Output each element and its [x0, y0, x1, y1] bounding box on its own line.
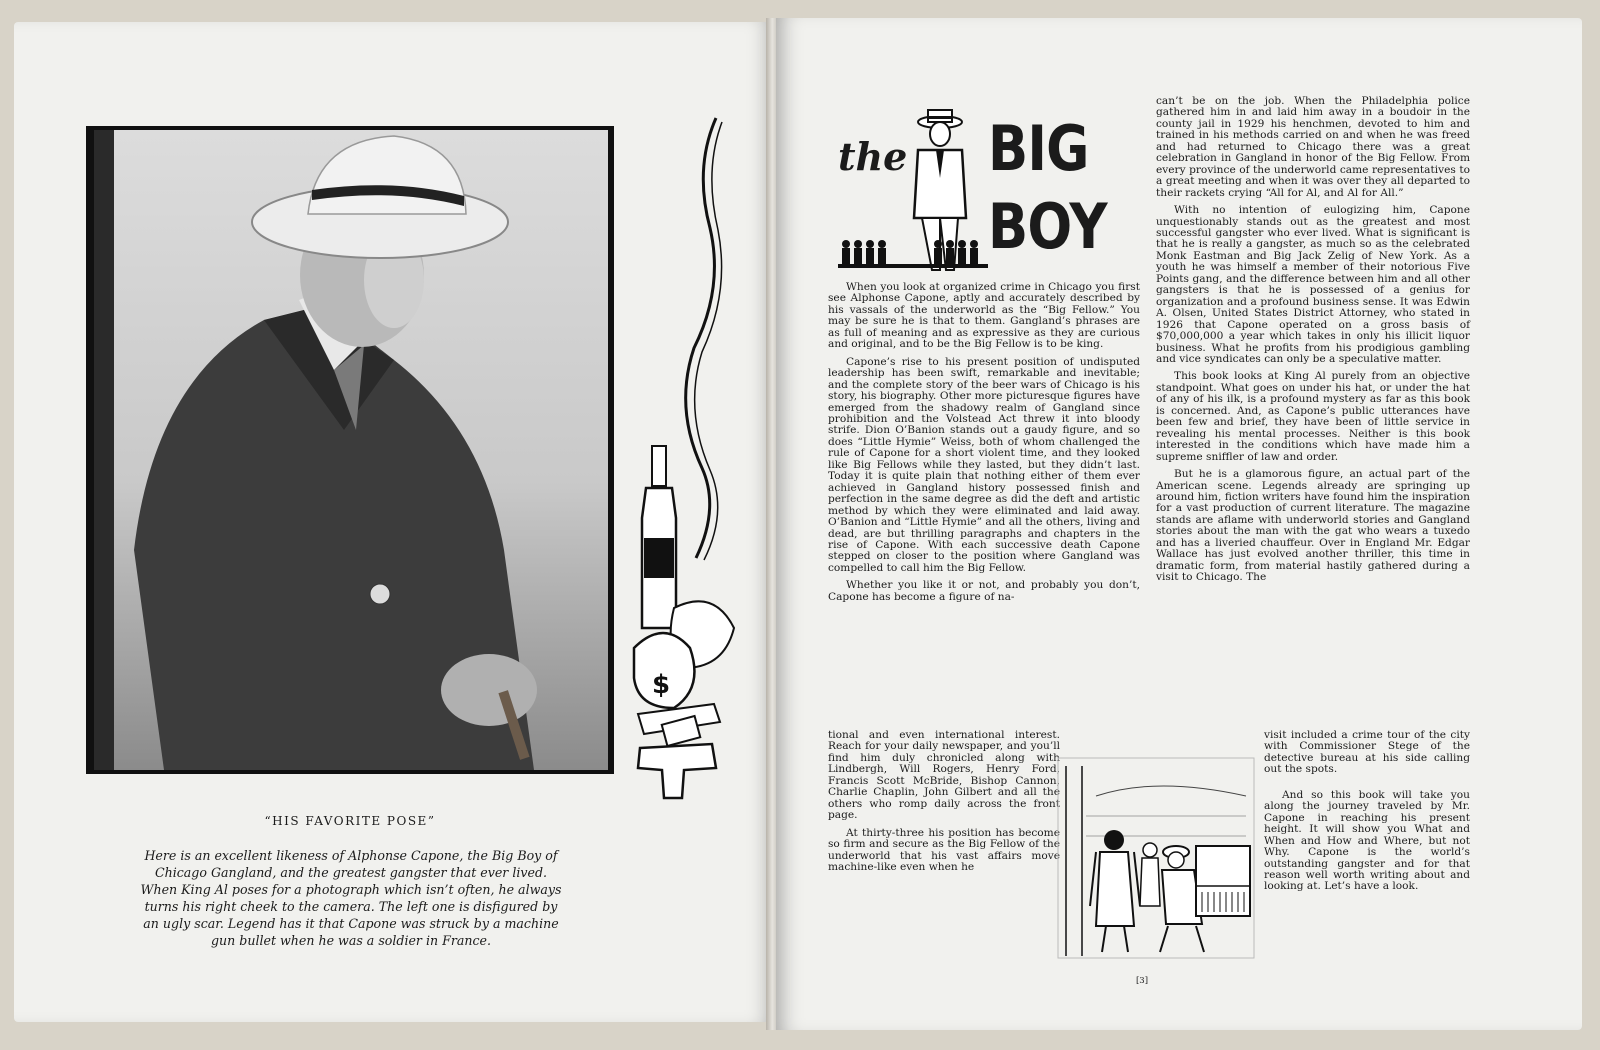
piano-scene-illustration: [1056, 756, 1258, 966]
paragraph: But he is a glamorous figure, an actual part of the American scene. Legends already are springing up around him, fiction writers have found him the inspiration for a vast production of current literature. The magazine stands are aflame with underworld stories and Gangland stories about the man with the gat who wears a tuxedo and has a liveried chauffeur. Over in England Mr. Edgar Wallace has just evolved another thriller, this time in dramatic form, from material hastily gathered during a visit to Chicago. The: [1156, 468, 1470, 584]
paragraph: This book looks at King Al purely from an objective standpoint. What goes on under his hat, or under the hat of any of his ilk, is a profound mystery as far as this book is concerned. And, as Capone’s public utterances have been few and brief, they have been of little service in revealing his mental processes. Neither is this book interested in the conditions which have made him a supreme sniffler of law and order.: [1156, 370, 1470, 463]
paragraph: tional and even international interest. Reach for your daily newspaper, and you’ll find him duly chronicled along with Lindbergh, Will Rogers, Henry Ford, Francis Scott McBride, Bishop Cannon, Charlie Chaplin, John Gilbert and all the others who romp daily across the front page.: [828, 729, 1060, 822]
title-big: BIG: [988, 112, 1089, 185]
paragraph: And so this book will take you along the journey traveled by Mr. Capone in reaching his present height. It will show you What and When and How and Where, but not Why. Capone is the world’s outstanding gangster and for that reason well worth writing about and looking at. Let’s have a look.: [1264, 788, 1470, 893]
photo-caption-title: “HIS FAVORITE POSE”: [264, 814, 436, 828]
page-number: [3]: [1135, 976, 1149, 986]
title-art: [838, 104, 1144, 284]
left-page: [14, 22, 774, 1022]
title-the: the: [838, 134, 908, 179]
text-column-right: [1156, 96, 1470, 584]
paragraph: With no intention of eulogizing him, Capone unquestionably stands out as the greatest and most successful gangster who ever lived. What is significant is that he is really a gangster, as much so as the celebrated Monk Eastman and Big Jack Zelig of New York. As a youth he was himself a member of their notorious Five Points gang, and the difference between him and all other gangsters is that he is possessed of a genius for organization and a profound business sense. It was Edwin A. Olsen, United States District Attorney, who stated in 1926 that Capone operated on a gross basis of $70,000,000 a year which takes in only his illicit liquor business. What he profits from his prodigious gambling and vice syndicates can only be a speculative matter.: [1156, 204, 1470, 365]
portrait-figure: [94, 130, 608, 770]
text-column-left-narrow: [828, 730, 1060, 873]
text-column-right-narrow: [1264, 730, 1470, 893]
paragraph: can’t be on the job. When the Philadelphia police gathered him in and laid him away in a boudoir in the county jail in 1929 his henchmen, devoted to him and trained in his methods carried on and when he was freed and had returned to Chicago there was a great celebration in Gangland in honor of the Big Fellow. From every province of the underworld came representatives to a great meeting and when it was over they all departed to their rackets crying “All for Al, and Al for All.”: [1156, 95, 1470, 199]
paragraph: Whether you like it or not, and probably you don’t, Capone has become a figure of na-: [828, 579, 1140, 603]
portrait-image: [94, 130, 608, 770]
paragraph: When you look at organized crime in Chicago you first see Alphonse Capone, aptly and accurately described by his vassals of the underworld as the “Big Fellow.” You may be sure he is that to them. Gangland’s phrases are as full of meaning and as expressive as they are curious and original, and to be the Big Fellow is to be king.: [828, 281, 1140, 351]
svg-text:$: $: [652, 670, 671, 700]
crowd-silhouette: [838, 236, 988, 274]
paragraph: Capone’s rise to his present position of undisputed leadership has been swift, remarkable and inevitable; and the complete story of the beer wars of Chicago is his story, his biography. Other more picturesque figures have emerged from the shadowy realm of Gangland since prohibition and the Volstead Act threw it into bloody strife. Dion O’Banion stands out a gaudy figure, and so does “Little Hymie” Weiss, both of whom challenged the rule of Capone for a short violent time, and they looked like Big Fellows while they lasted, but they didn’t last. Today it is quite plain that nothing either of them ever achieved in Gangland history possessed finish and perfection in the same degree as did the deft and artistic method by which they were eliminated and laid away. O’Banion and “Little Hymie” and all the others, living and dead, are but thrilling paragraphs and chapters in the rise of Capone. With each successive death Capone stepped on closer to the position where Gangland was compelled to call him the Big Fellow.: [828, 355, 1140, 574]
portrait-photo: [86, 126, 614, 774]
paragraph: visit included a crime tour of the city with Commissioner Stege of the detective bureau at his side calling out the spots.: [1264, 729, 1470, 776]
paragraph: At thirty-three his position has become so firm and secure as the Big Fellow of the underworld that his vast affairs move machine-like even when he: [828, 826, 1060, 873]
photo-caption-text: Here is an excellent likeness of Alphonse Capone, the Big Boy of Chicago Gangland, and the greatest gangster that ever lived. When King Al poses for a photograph which isn’t often, he always turns his right cheek to the camera. The left one is disfigured by an ugly scar. Legend has it that Capone was struck by a machine gun bullet when he was a soldier in France.: [140, 848, 562, 948]
text-column-left: [828, 282, 1140, 603]
right-page: [776, 18, 1582, 1030]
smoke-bottle-gun-illustration: [624, 108, 744, 808]
title-boy: BOY: [988, 190, 1107, 263]
